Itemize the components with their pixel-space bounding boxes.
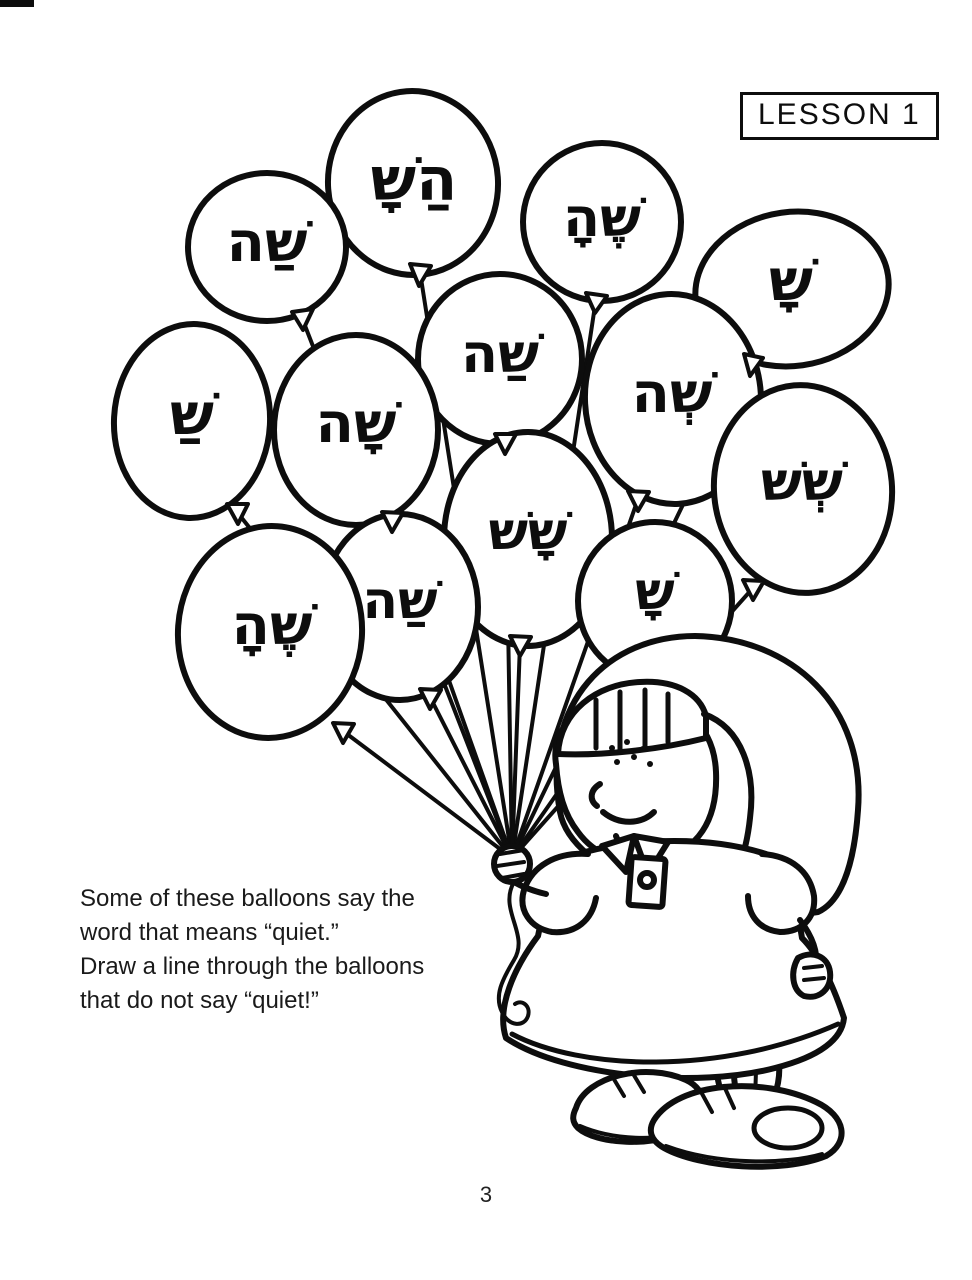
balloon-text: שְׁשׁ [761, 450, 843, 513]
balloon-text: שְׁה [631, 361, 713, 426]
scan-artifact [0, 0, 34, 7]
instruction-line: that do not say “quiet!” [80, 987, 319, 1014]
balloon-text: שָׁה [315, 391, 397, 456]
balloon-text: שָׁ [635, 562, 675, 622]
balloon-text: שֶׁהָ [562, 186, 642, 249]
instruction-line: word that means “quiet.” [80, 919, 339, 946]
balloon-text: הַשָׁ [370, 145, 458, 215]
balloon-text: שַׁה [226, 210, 308, 275]
instruction-line: Some of these balloons say the [80, 885, 415, 912]
balloon-text: שַׁה [460, 322, 540, 385]
page-number: 3 [479, 1182, 493, 1207]
lesson-label: LESSON 1 [740, 92, 939, 140]
balloon-text: שַׁ [170, 380, 214, 448]
balloons [109, 85, 901, 744]
balloon-text: שֶׁהָ [231, 593, 313, 658]
instruction-line: Draw a line through the balloons [80, 953, 425, 980]
balloon-text: שָׁשׁ [488, 502, 568, 562]
balloon-text: שַׁה [362, 571, 438, 631]
instructions-text [80, 882, 424, 1018]
balloon-text: שָׁ [769, 246, 813, 314]
girl-illustration [494, 636, 859, 1167]
